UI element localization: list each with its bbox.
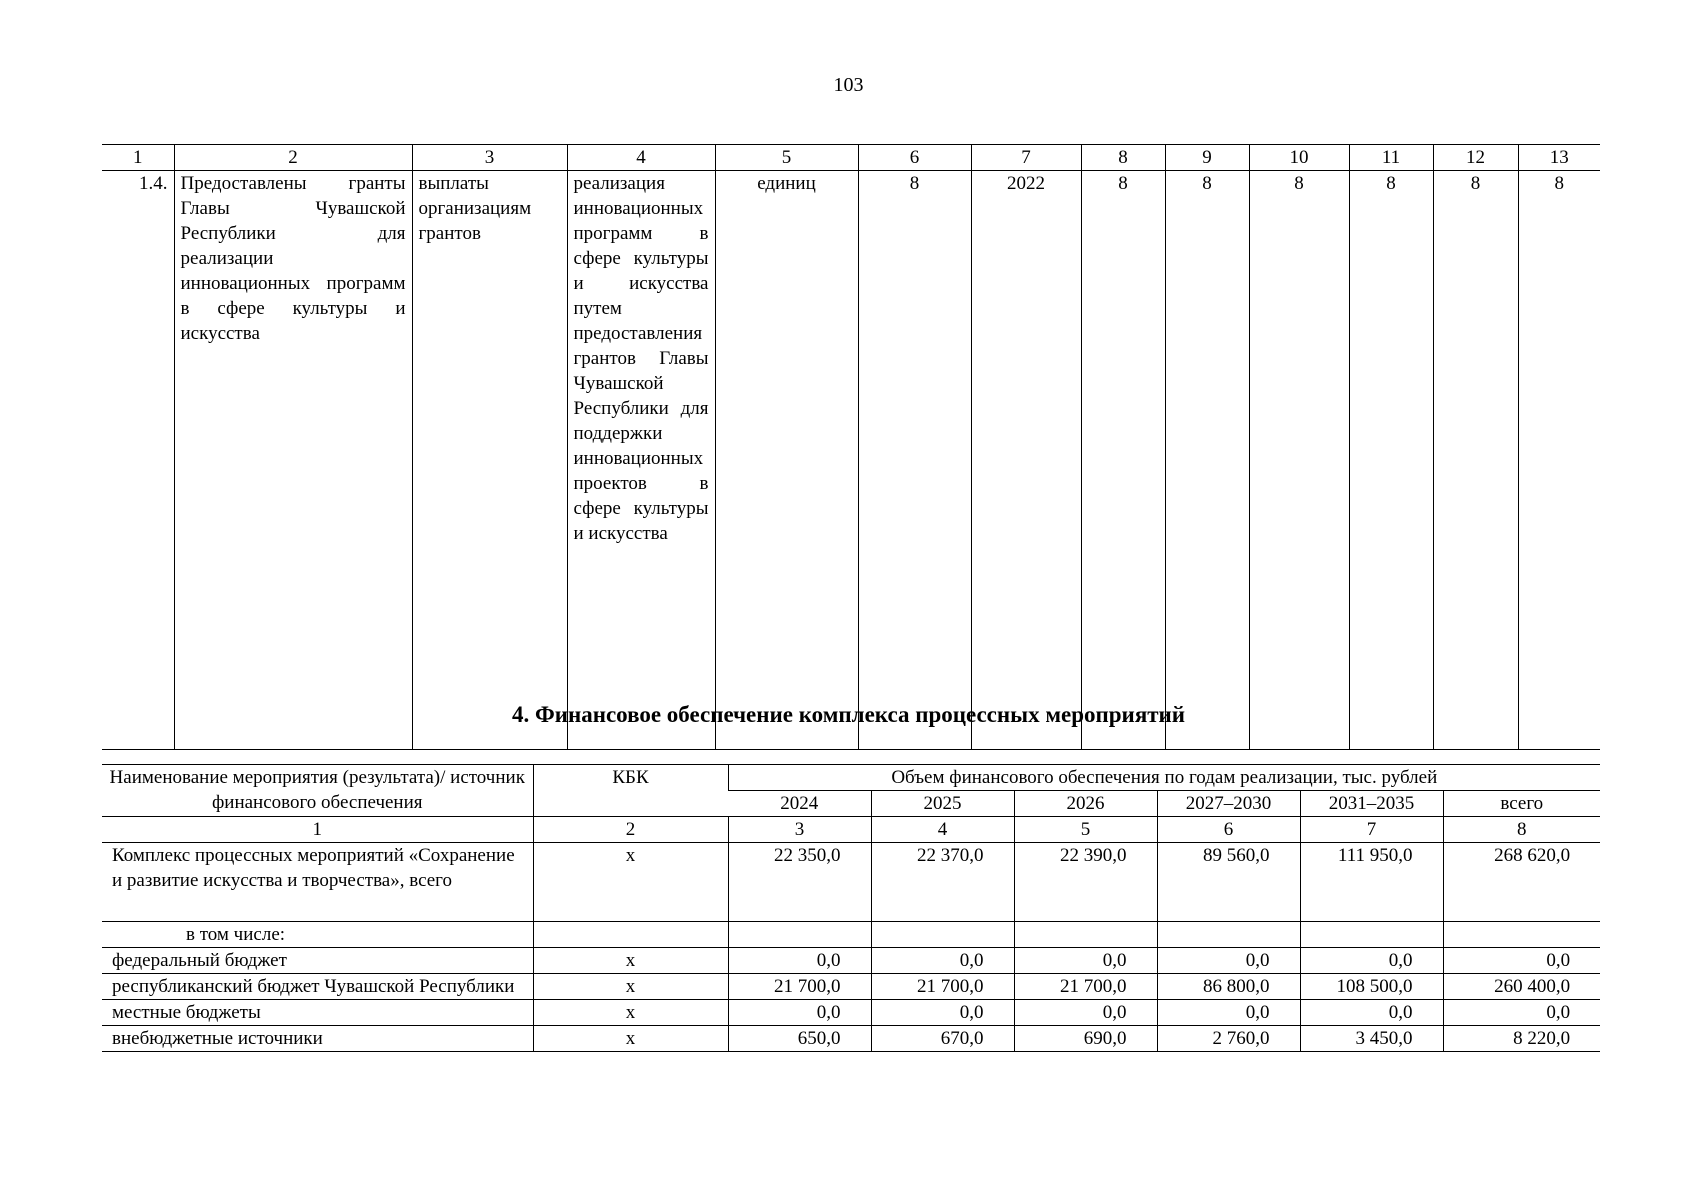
table-row	[102, 843, 1600, 922]
column-number: 6	[1157, 817, 1300, 843]
value-cell: 22 390,0	[1014, 843, 1157, 922]
column-number: 5	[1014, 817, 1157, 843]
value-cell: 0,0	[728, 1000, 871, 1026]
column-number: 10	[1249, 145, 1349, 171]
value-cell: 650,0	[728, 1026, 871, 1052]
result-characteristic: реализация инновационных программ в сфере культуры и искусства путем предоставления грантов Главы Чувашской Республики для поддержки инновационных проектов в сфере культуры и искусства	[567, 171, 715, 750]
header-row	[102, 765, 1600, 791]
value-cell: 21 700,0	[871, 974, 1014, 1000]
column-number: 8	[1443, 817, 1600, 843]
value-cell: 2 760,0	[1157, 1026, 1300, 1052]
column-number: 12	[1433, 145, 1518, 171]
indicators-table	[102, 144, 1600, 750]
column-number: 7	[1300, 817, 1443, 843]
year-value: 8	[1081, 171, 1165, 750]
year-value: 8	[1349, 171, 1433, 750]
year-value: 8	[1433, 171, 1518, 750]
section-title: 4. Финансовое обеспечение комплекса процессных мероприятий	[511, 702, 1186, 727]
result-name: Предоставлены гранты Главы Чувашской Республики для реализации инновационных программ в сфере культуры и искусства	[174, 171, 412, 750]
column-number: 13	[1518, 145, 1600, 171]
table-row	[102, 974, 1600, 1000]
header-name: Наименование мероприятия (результата)/ источник финансового обеспечения	[102, 765, 533, 817]
value-cell: 86 800,0	[1157, 974, 1300, 1000]
column-number: 3	[728, 817, 871, 843]
value-cell	[1300, 922, 1443, 948]
value-cell: 21 700,0	[728, 974, 871, 1000]
column-number: 4	[567, 145, 715, 171]
value-cell: 0,0	[728, 948, 871, 974]
row-name: республиканский бюджет Чувашской Республики	[102, 974, 533, 1000]
value-cell: 3 450,0	[1300, 1026, 1443, 1052]
column-number: 5	[715, 145, 858, 171]
column-number: 7	[971, 145, 1081, 171]
value-cell	[1157, 922, 1300, 948]
value-cell: 21 700,0	[1014, 974, 1157, 1000]
value-cell: 0,0	[1014, 948, 1157, 974]
kbk-cell: х	[533, 974, 728, 1000]
column-number: 1	[102, 817, 533, 843]
value-cell: 108 500,0	[1300, 974, 1443, 1000]
value-cell: 8 220,0	[1443, 1026, 1600, 1052]
header-year: 2026	[1014, 791, 1157, 817]
column-number: 1	[102, 145, 174, 171]
table-row	[102, 171, 1600, 750]
value-cell	[728, 922, 871, 948]
column-number: 4	[871, 817, 1014, 843]
value-cell	[871, 922, 1014, 948]
row-number: 1.4.	[102, 171, 174, 750]
value-cell: 0,0	[1443, 948, 1600, 974]
table-row	[102, 948, 1600, 974]
column-number: 11	[1349, 145, 1433, 171]
column-number: 8	[1081, 145, 1165, 171]
value-cell: 260 400,0	[1443, 974, 1600, 1000]
kbk-cell: х	[533, 948, 728, 974]
year-value: 8	[1165, 171, 1249, 750]
result-type: выплаты организациям грантов	[412, 171, 567, 750]
value-cell: 22 350,0	[728, 843, 871, 922]
column-number: 6	[858, 145, 971, 171]
header-year: 2025	[871, 791, 1014, 817]
value-cell: 111 950,0	[1300, 843, 1443, 922]
header-total: всего	[1443, 791, 1600, 817]
header-year: 2027–2030	[1157, 791, 1300, 817]
value-cell: 0,0	[1300, 1000, 1443, 1026]
row-name: внебюджетные источники	[102, 1026, 533, 1052]
kbk-cell: х	[533, 1000, 728, 1026]
year-value: 8	[1249, 171, 1349, 750]
year-value: 8	[1518, 171, 1600, 750]
value-cell: 22 370,0	[871, 843, 1014, 922]
column-number: 2	[533, 817, 728, 843]
value-cell: 0,0	[1443, 1000, 1600, 1026]
header-year: 2024	[728, 791, 871, 817]
value-cell: 0,0	[1300, 948, 1443, 974]
row-name: местные бюджеты	[102, 1000, 533, 1026]
value-cell: 0,0	[1157, 1000, 1300, 1026]
value-cell: 690,0	[1014, 1026, 1157, 1052]
column-number: 3	[412, 145, 567, 171]
row-name: Комплекс процессных мероприятий «Сохранение и развитие искусства и творчества», всего	[102, 843, 533, 922]
table-row	[102, 1000, 1600, 1026]
header-volume: Объем финансового обеспечения по годам реализации, тыс. рублей	[728, 765, 1600, 791]
header-year: 2031–2035	[1300, 791, 1443, 817]
value-cell: 0,0	[871, 1000, 1014, 1026]
value-cell	[1443, 922, 1600, 948]
table-row	[102, 1026, 1600, 1052]
column-number-row	[102, 145, 1600, 171]
column-number: 9	[1165, 145, 1249, 171]
kbk-cell	[533, 922, 728, 948]
value-cell: 0,0	[1157, 948, 1300, 974]
table-row	[102, 922, 1600, 948]
value-cell	[1014, 922, 1157, 948]
header-kbk: КБК	[533, 765, 728, 817]
value-cell: 268 620,0	[1443, 843, 1600, 922]
value-cell: 89 560,0	[1157, 843, 1300, 922]
base-value: 8	[858, 171, 971, 750]
page-number: 103	[833, 74, 864, 96]
financing-table	[102, 764, 1600, 1052]
value-cell: 0,0	[1014, 1000, 1157, 1026]
kbk-cell: х	[533, 1026, 728, 1052]
unit-of-measure: единиц	[715, 171, 858, 750]
base-year: 2022	[971, 171, 1081, 750]
numbering-row	[102, 817, 1600, 843]
value-cell: 0,0	[871, 948, 1014, 974]
row-name: федеральный бюджет	[102, 948, 533, 974]
value-cell: 670,0	[871, 1026, 1014, 1052]
kbk-cell: х	[533, 843, 728, 922]
column-number: 2	[174, 145, 412, 171]
row-name: в том числе:	[102, 922, 533, 948]
